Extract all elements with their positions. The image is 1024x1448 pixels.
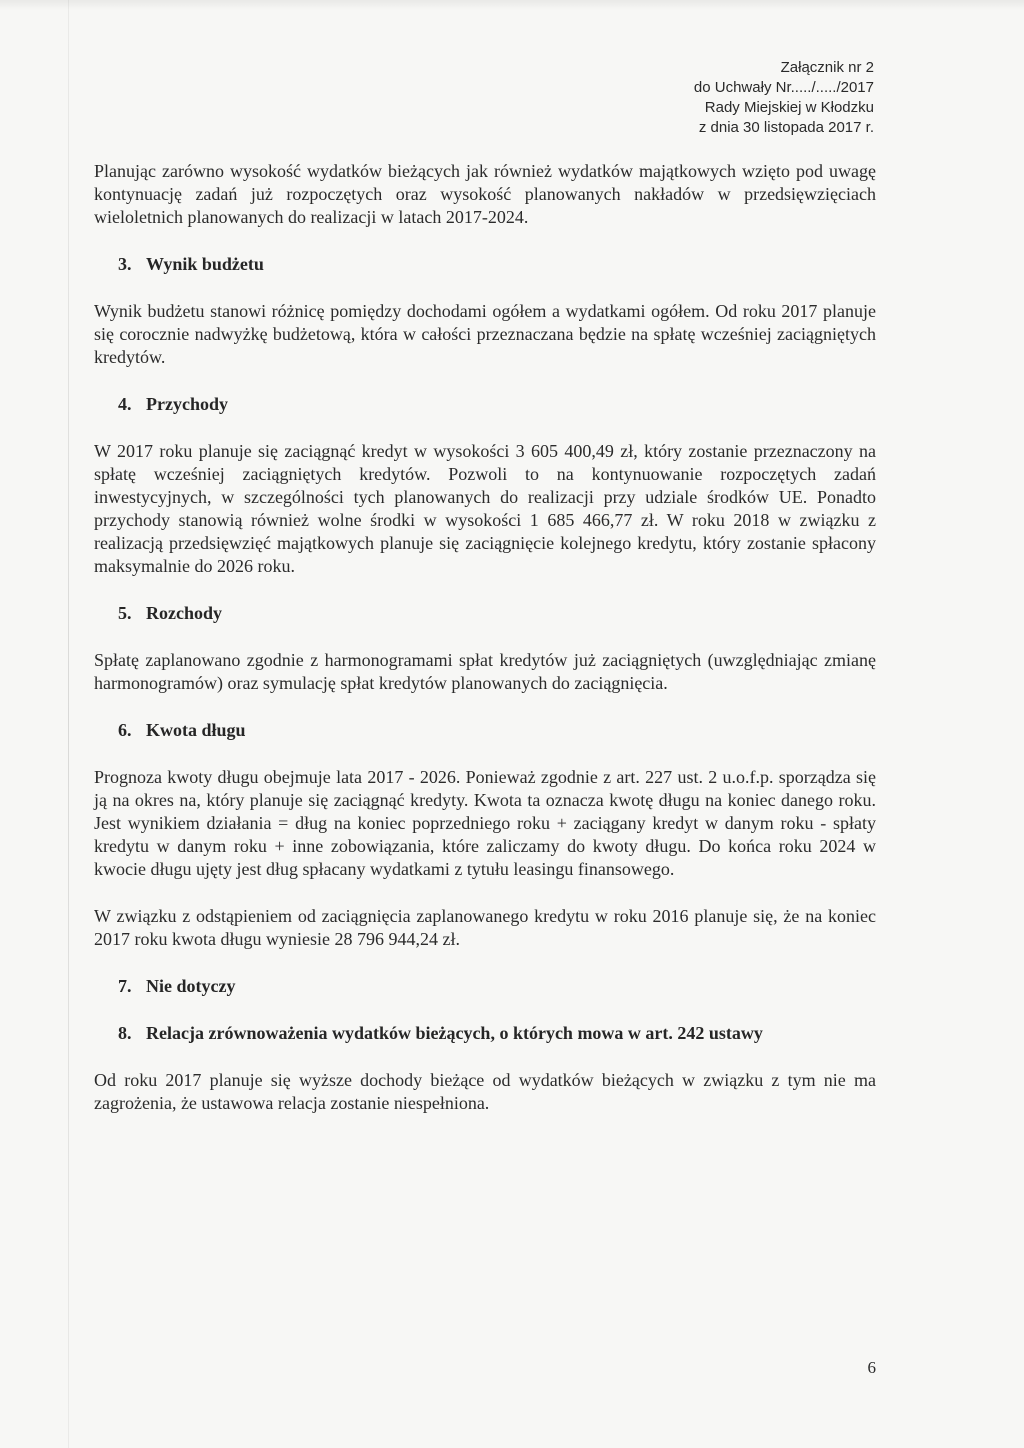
document-body <box>94 160 876 1139</box>
header-line-attachment: Załącznik nr 2 <box>780 59 874 76</box>
section-number: 3. <box>118 254 132 274</box>
intro-paragraph: Planując zarówno wysokość wydatków bieżących jak również wydatków majątkowych wzięto pod uwagę kontynuację zadań już rozpoczętych oraz wysokość planowanych nakładów w przedsięwzięciach wieloletnich planowanych do realizacji w latach 2017-2024. <box>94 161 876 227</box>
header-line-council: Rady Miejskiej w Kłodzku <box>704 99 874 116</box>
section-number: 5. <box>118 603 132 623</box>
section-heading-3 <box>94 253 876 276</box>
section-number: 6. <box>118 720 132 740</box>
section-heading-7 <box>94 975 876 998</box>
section-title: Kwota długu <box>146 720 246 740</box>
section-5-paragraph: Spłatę zaplanowano zgodnie z harmonogramami spłat kredytów już zaciągniętych (uwzględniając zmianę harmonogramów) oraz symulację spłat kredytów planowanych do zaciągnięcia. <box>94 650 876 693</box>
section-title: Wynik budżetu <box>146 254 264 274</box>
section-title: Przychody <box>146 394 228 414</box>
section-3-paragraph: Wynik budżetu stanowi różnicę pomiędzy dochodami ogółem a wydatkami ogółem. Od roku 2017 planuje się corocznie nadwyżkę budżetową, która w całości przeznaczana będzie na spłatę wcześniej zaciągniętych kredytów. <box>94 301 876 367</box>
header-line-date: z dnia 30 listopada 2017 r. <box>698 119 874 136</box>
attachment-header <box>694 58 874 138</box>
header-line-resolution: do Uchwały Nr...../...../2017 <box>693 79 874 96</box>
section-heading-4 <box>94 393 876 416</box>
section-4-paragraph: W 2017 roku planuje się zaciągnąć kredyt w wysokości 3 605 400,49 zł, który zostanie przeznaczony na spłatę wcześniej zaciągniętych kredytów. Pozwoli to na kontynuowanie rozpoczętych zadań inwestycyjnych, w szczególności tych planowanych do realizacji przy udziale środków UE. Ponadto przychody stanowią również wolne środki w wysokości 1 685 466,77 zł. W roku 2018 w związku z realizacją przedsięwzięć majątkowych planuje się zaciągnięcie kolejnego kredytu, który zostanie spłacony maksymalnie do 2026 roku. <box>94 441 876 576</box>
section-title: Rozchody <box>146 603 222 623</box>
scan-shadow-top <box>0 0 1024 10</box>
page-number: 6 <box>867 1358 876 1377</box>
section-number: 7. <box>118 976 132 996</box>
section-title: Nie dotyczy <box>146 976 236 996</box>
section-number: 4. <box>118 394 132 414</box>
section-number: 8. <box>118 1023 132 1043</box>
section-title: Relacja zrównoważenia wydatków bieżących, o których mowa w art. 242 ustawy <box>146 1023 763 1043</box>
section-8-paragraph: Od roku 2017 planuje się wyższe dochody bieżące od wydatków bieżących w związku z tym nie ma zagrożenia, że ustawowa relacja zostanie niespełniona. <box>94 1070 876 1113</box>
section-heading-8 <box>94 1022 876 1045</box>
section-6-paragraph-1: Prognoza kwoty długu obejmuje lata 2017 - 2026. Ponieważ zgodnie z art. 227 ust. 2 u.o.f.p. sporządza się ją na okres na, który planuje się zaciągnąć kredyty. Kwota ta oznacza kwotę długu na koniec danego roku. Jest wynikiem działania = dług na koniec poprzedniego roku + zaciągany kredyt w danym roku - spłaty kredytu w danym roku + inne zobowiązania, które zaliczamy do kwoty długu. Do końca roku 2024 w kwocie długu ujęty jest dług spłacany wydatkami z tytułu leasingu finansowego. <box>94 767 876 879</box>
scan-fold-line <box>68 0 69 1448</box>
section-heading-6 <box>94 719 876 742</box>
section-heading-5 <box>94 602 876 625</box>
section-6-paragraph-2: W związku z odstąpieniem od zaciągnięcia zaplanowanego kredytu w roku 2016 planuje się, że na koniec 2017 roku kwota długu wyniesie 28 796 944,24 zł. <box>94 906 876 949</box>
